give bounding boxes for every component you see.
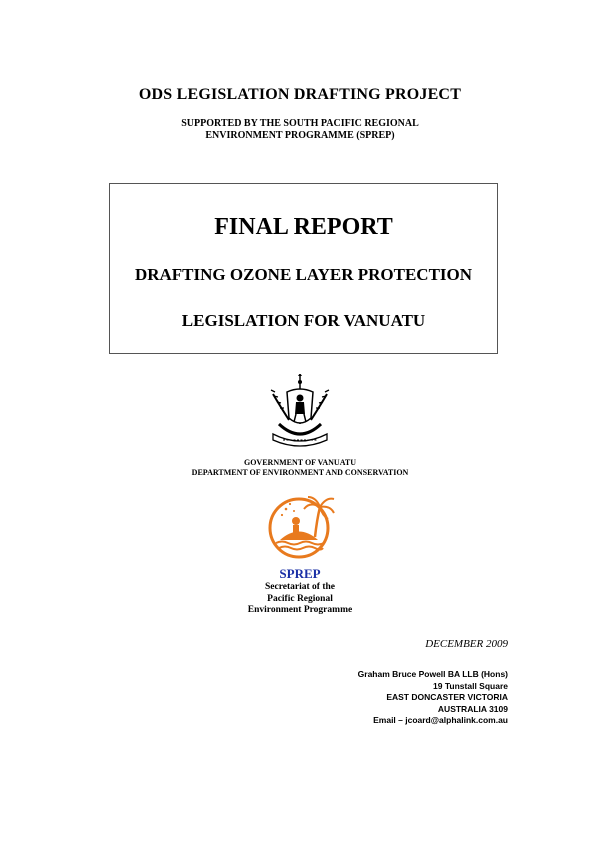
author-address-block	[280, 669, 508, 727]
sprep-logo-icon	[266, 493, 336, 559]
report-subtitle-line-2: LEGISLATION FOR VANUATU	[181, 311, 426, 330]
report-subtitle-line-1: DRAFTING OZONE LAYER PROTECTION	[134, 265, 473, 284]
address-suburb: EAST DONCASTER VICTORIA	[386, 692, 508, 702]
supported-by-text	[0, 118, 600, 142]
supported-line-1: SUPPORTED BY THE SOUTH PACIFIC REGIONAL	[181, 118, 419, 129]
report-heading: FINAL REPORT	[214, 214, 393, 240]
sprep-full-name	[0, 582, 600, 617]
government-line-1: GOVERNMENT OF VANUATU	[243, 458, 356, 467]
sprep-line-2: Pacific Regional	[267, 593, 333, 604]
sprep-name: SPREP	[279, 566, 321, 581]
author-email: Email – jcoard@alphalink.com.au	[373, 715, 508, 725]
sprep-line-1: Secretariat of the	[265, 582, 335, 592]
supported-line-2: ENVIRONMENT PROGRAMME (SPREP)	[205, 130, 395, 141]
address-country: AUSTRALIA 3109	[437, 703, 508, 714]
vanuatu-coat-of-arms-icon	[265, 374, 335, 452]
author-name: Graham Bruce Powell BA LLB (Hons)	[357, 669, 508, 679]
address-street: 19 Tunstall Square	[433, 680, 508, 691]
government-line-2: DEPARTMENT OF ENVIRONMENT AND CONSERVATION	[191, 468, 409, 477]
government-text	[0, 458, 600, 478]
report-date: DECEMBER 2009	[425, 638, 508, 650]
project-title: ODS LEGISLATION DRAFTING PROJECT	[138, 86, 462, 103]
sprep-line-3: Environment Programme	[247, 605, 353, 615]
